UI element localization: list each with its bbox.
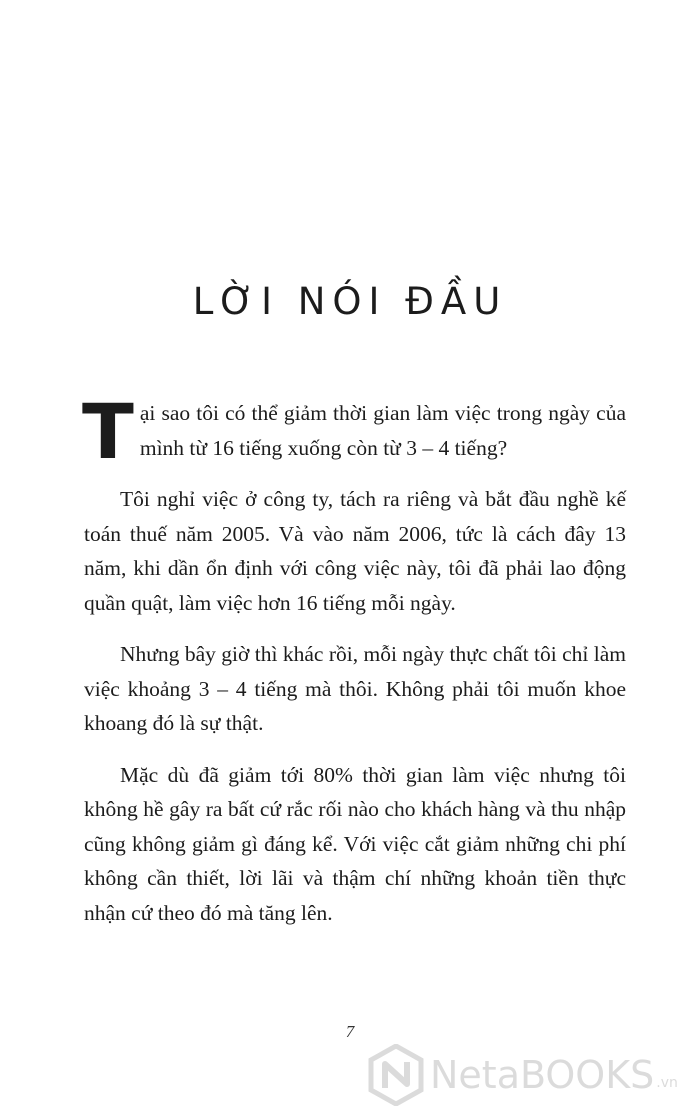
paragraph-4: Mặc dù đã giảm tới 80% thời gian làm việc nhưng tôi không hề gây ra bất cứ rắc rối nào cho khách hàng và thu nhập cũng không giảm gì đáng kể. Với việc cắt giảm những chi phí không cần thiết, lời lãi và thậm chí những khoản tiền thực nhận cứ theo đó mà tăng lên.	[84, 762, 626, 925]
chapter-title: LỜI NÓI ĐẦU	[192, 280, 508, 323]
paragraph-3: Nhưng bây giờ thì khác rồi, mỗi ngày thực chất tôi chỉ làm việc khoảng 3 – 4 tiếng mà thôi. Không phải tôi muốn khoe khoang đó là sự thật.	[84, 642, 626, 735]
netabooks-logo-icon	[368, 1044, 424, 1106]
watermark-suffix: .vn	[656, 1075, 678, 1091]
chapter-body	[82, 387, 626, 947]
watermark-brand: NetaBOOKS	[430, 1053, 655, 1097]
page-number: 7	[345, 1022, 355, 1041]
paragraph-1-text: ại sao tôi có thể giảm thời gian làm việc trong ngày của mình từ 16 tiếng xuống còn từ 3 – 4 tiếng?	[139, 401, 626, 460]
paragraph-1	[82, 387, 626, 476]
watermark	[368, 1040, 678, 1110]
paragraph-2: Tôi nghỉ việc ở công ty, tách ra riêng và bắt đầu nghề kế toán thuế năm 2005. Và vào năm 2006, tức là cách đây 13 năm, khi dần ổn định với công việc này, tôi đã phải lao động quần quật, làm việc hơn 16 tiếng mỗi ngày.	[84, 487, 626, 615]
drop-cap: T	[82, 387, 134, 476]
